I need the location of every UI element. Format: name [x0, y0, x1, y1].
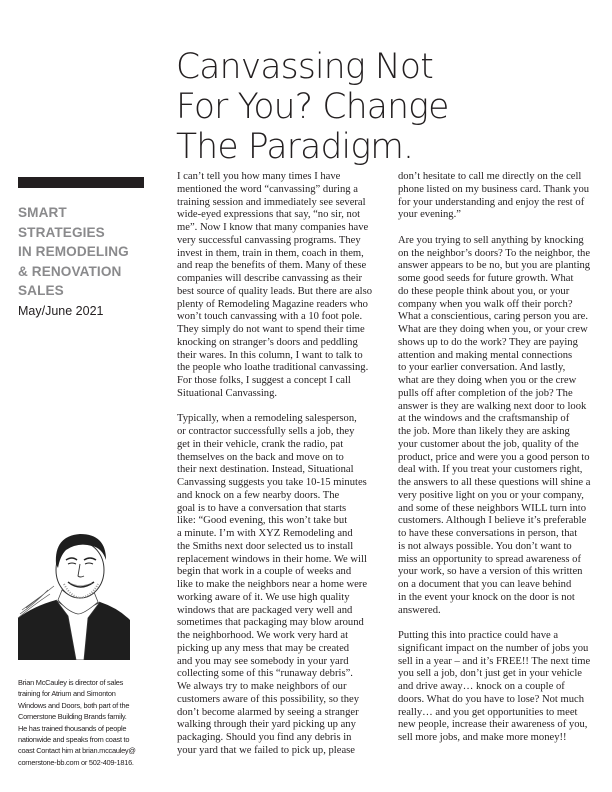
body-line: plenty of Remodeling Magazine readers who: [177, 298, 368, 310]
body-line: the Smiths next door selected us to install: [177, 540, 354, 552]
title-line: Canvassing Not: [176, 47, 433, 88]
body-line: miss an opportunity to spread awareness of: [398, 553, 581, 565]
bio-line: nationwide and speaks from coast to: [18, 735, 130, 745]
body-line: the answers to all these questions will shine a: [398, 477, 591, 488]
body-line: some good seeds for future growth. What: [398, 273, 574, 284]
body-line: the job. More than likely they are asking: [398, 426, 570, 437]
body-paragraph: [398, 235, 612, 618]
body-line: Situational Canvassing.: [177, 387, 278, 399]
body-line: and drive away… knock on a couple of: [398, 681, 565, 692]
body-line: collecting some of this “runaway debris”.: [177, 668, 353, 680]
body-line: a minute. I’m with XYZ Remodeling and: [177, 528, 353, 539]
body-line: and knock on a few nearby doors. The: [177, 489, 340, 501]
bio-line: coast Contact him at brian.mccauley@: [18, 746, 136, 756]
body-line: Typically, when a remodeling salesperson,: [177, 413, 357, 425]
body-line: sell more jobs, and make more money!!: [398, 732, 567, 743]
body-line: get in their vehicle, crank the radio, pat: [177, 438, 344, 450]
column-name-line: STRATEGIES: [18, 224, 105, 240]
body-line: picking up any mess that may be created: [177, 642, 350, 654]
body-line: is not always possible. You don’t want to: [398, 540, 572, 552]
issue-date: May/June 2021: [18, 304, 104, 318]
author-bio: [18, 677, 168, 768]
body-line: sometimes that packaging may blow around: [177, 617, 364, 629]
body-line: Canvassing suggests you take 10-15 minutes: [177, 477, 367, 488]
body-line: customers aware of this possibility, so they: [177, 693, 360, 705]
body-line: What are they doing when you, or your crew: [398, 324, 588, 335]
body-line: Are you trying to sell anything by knocking: [398, 234, 584, 246]
title-line: The Paradigm.: [176, 127, 414, 168]
body-line: and you may see somebody in your yard: [177, 655, 349, 667]
body-line: and reap the benefits of them. Many of these: [177, 260, 367, 272]
body-line: or contractor successfully sells a job, they: [177, 426, 355, 437]
body-line: like: “Good evening, this won’t take but: [177, 515, 348, 527]
body-line: on a document that you can leave behind: [398, 579, 572, 590]
body-line: goal is to have a conversation that starts: [177, 502, 347, 514]
body-line: They simply do not want to spend their time: [177, 324, 365, 335]
body-paragraph: [177, 413, 391, 757]
body-line: your yard that we failed to pick up, please: [177, 744, 355, 756]
body-line: product, price and were you a good person to: [398, 451, 590, 463]
body-line: at the windows and the craftsmanship of: [398, 413, 570, 425]
body-line: their next destination. Instead, Situational: [177, 464, 354, 476]
body-line: significant impact on the number of jobs you: [398, 642, 589, 654]
body-line: attention and making mental connections: [398, 349, 573, 361]
body-line: won’t touch canvassing with a 10 foot pole.: [177, 311, 363, 323]
body-paragraph: [177, 171, 391, 401]
column-name: [18, 203, 168, 301]
body-line: Putting this into practice could have a: [398, 630, 559, 641]
bio-line: training for Atrium and Simonton: [18, 689, 116, 699]
author-portrait-icon: [14, 520, 134, 660]
body-line: your evening.”: [398, 209, 461, 221]
bio-line: He has trained thousands of people: [18, 723, 127, 733]
body-line: don’t become alarmed by seeing a stranger: [177, 706, 359, 718]
body-line: I can’t tell you how many times I have: [177, 171, 341, 182]
body-paragraph: [398, 630, 612, 745]
body-line: We always try to make neighbors of our: [177, 681, 347, 692]
body-line: you sell a job, don’t just get in your vehicle: [398, 668, 582, 680]
body-line: and some of these neighbors WILL turn into: [398, 502, 586, 514]
body-line: windows that are packaged very well and: [177, 604, 353, 616]
body-line: the neighborhood. We work very hard at: [177, 630, 349, 641]
body-line: me”. Now I know that many companies have: [177, 222, 369, 233]
article-title: [176, 47, 476, 167]
body-line: the people who loathe traditional canvassing.: [177, 362, 369, 374]
body-line: best source of quality leads. But there are also: [177, 285, 373, 297]
body-line: really… and you get opportunities to meet: [398, 706, 578, 718]
body-line: new people, increase their awareness of you,: [398, 719, 588, 731]
body-line: companies will describe canvassing as their: [177, 273, 363, 284]
body-line: on the neighbor’s doors? To the neighbor, the: [398, 247, 591, 259]
body-line: your work, so have a version of this written: [398, 566, 583, 578]
body-line: answered.: [398, 604, 441, 616]
body-line: mentioned the word “canvassing” during a: [177, 183, 358, 195]
bio-line: Windows and Doors, both part of the: [18, 700, 130, 710]
body-line: to your earlier conversation. And lastly,: [398, 362, 566, 374]
body-line: What a conscientious, caring person you are.: [398, 311, 589, 323]
body-line: training session and immediately see several: [177, 196, 366, 208]
body-line: your customer about the job, quality of the: [398, 438, 579, 450]
body-line: company when you walk off their porch?: [398, 298, 573, 310]
body-line: don’t hesitate to call me directly on the cell: [398, 171, 582, 182]
body-line: answer appears to be no, but you are planting: [398, 260, 591, 272]
body-line: to have these conversations in person, that: [398, 528, 578, 539]
bio-line: Cornerstone Building Brands family.: [18, 712, 127, 722]
body-line: sell in a year – and it’s FREE!! The next time: [398, 655, 591, 667]
body-line: like to make the neighbors near a home were: [177, 579, 368, 590]
body-line: knocking on stranger’s doors and peddling: [177, 336, 358, 348]
body-line: invest in them, train in them, coach in them,: [177, 247, 364, 259]
bio-line: Brian McCauley is director of sales: [18, 678, 124, 687]
column-name-line: SMART: [18, 205, 67, 220]
body-line: for your understanding and enjoy the rest of: [398, 196, 585, 208]
column-name-line: SALES: [18, 283, 64, 298]
body-line: very successful canvassing programs. They: [177, 234, 361, 246]
author-portrait: [14, 520, 134, 660]
title-line: For You? Change: [176, 87, 449, 128]
column-name-line: & RENOVATION: [18, 263, 122, 279]
body-line: phone listed on my business card. Thank you: [398, 183, 590, 195]
body-line: themselves on the back and move on to: [177, 451, 344, 463]
body-column-1: [177, 171, 391, 770]
body-line: wide-eyed expressions that say, “no sir, not: [177, 209, 361, 221]
body-paragraph: [398, 171, 612, 222]
body-line: their wares. In this column, I want to talk to: [177, 349, 363, 361]
body-line: what are they doing when you or the crew: [398, 375, 577, 386]
body-line: working aware of it. We use high quality: [177, 591, 350, 603]
body-line: do these people think about you, or your: [398, 285, 570, 297]
body-line: pulls off after completion of the job? The: [398, 387, 573, 399]
bio-line: cornerstone-bb.com or 502-409-1816.: [18, 757, 134, 767]
body-line: shows up to do the work? They are paying: [398, 336, 578, 348]
column-header-bar: [18, 177, 144, 188]
body-line: doors. What do you have to lose? Not much: [398, 693, 585, 705]
body-line: very positive light on you or your company,: [398, 489, 584, 501]
body-line: in the event your knock on the door is not: [398, 591, 575, 603]
body-line: deal with. If you treat your customers right,: [398, 464, 583, 476]
body-line: customers. Although I believe it’s preferable: [398, 515, 587, 527]
column-name-line: IN REMODELING: [18, 244, 129, 259]
body-line: begin that work in a couple of weeks and: [177, 566, 352, 578]
body-line: packaging. Should you find any debris in: [177, 732, 352, 743]
body-line: answer is they are walking next door to look: [398, 400, 587, 412]
body-line: replacement windows in their home. We will: [177, 553, 367, 565]
body-column-2: [398, 171, 612, 758]
body-line: walking through their yard picking up any: [177, 719, 356, 731]
body-line: For those folks, I suggest a concept I call: [177, 375, 351, 386]
